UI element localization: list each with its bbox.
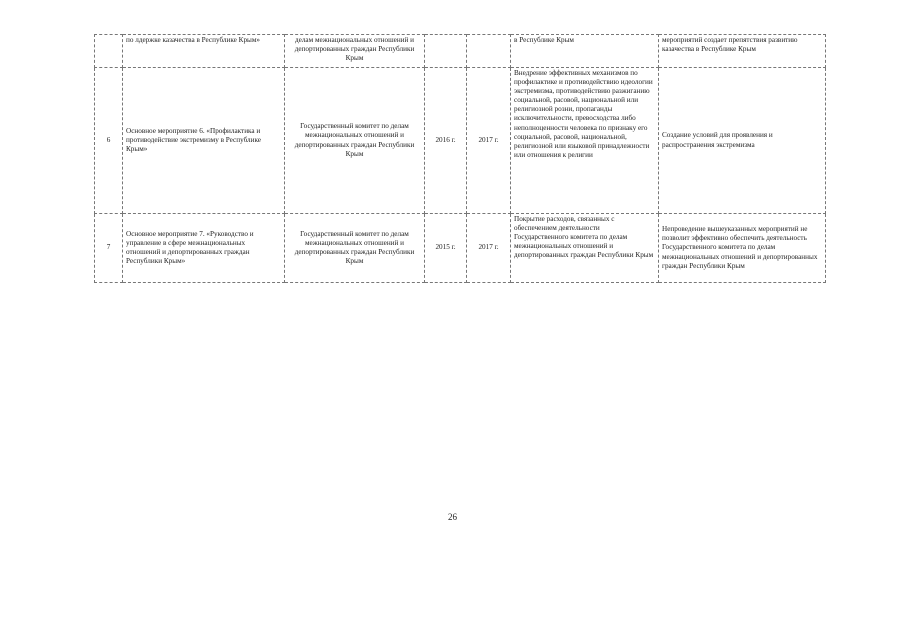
measure-name-cell: по лдержке казачества в Республике Крым»	[123, 35, 285, 68]
table-row	[95, 214, 826, 283]
number-cell	[95, 35, 123, 68]
number-cell: 7	[95, 214, 123, 283]
table-row-continuation	[95, 35, 826, 68]
expected-result-cell: в Республике Крым	[511, 35, 659, 68]
page-number: 26	[448, 512, 457, 522]
start-year-cell: 2016 г.	[425, 68, 467, 214]
start-year-cell	[425, 35, 467, 68]
number-cell: 6	[95, 68, 123, 214]
expected-result-cell: Покрытие расходов, связанных с обеспечением деятельности Государственного комитета по делам межнациональных отношений и депортированных граждан Республики Крым	[511, 214, 659, 283]
end-year-cell: 2017 г.	[467, 68, 511, 214]
executor-cell: Государственный комитет по делам межнациональных отношений и депортированных граждан Республики Крым	[285, 68, 425, 214]
executor-cell: Государственный комитет по делам межнациональных отношений и депортированных граждан Республики Крым	[285, 214, 425, 283]
expected-result-cell: Внедрение эффективных механизмов по профилактике и противодействию идеологии экстремизма, противодействию разжиганию социальной, расовой, национальной или религиозной розни, пропаганды исключительности, превосходства либо неполноценности человека по признаку его социальной, расовой, национальной, религиозной или языковой принадлежности или отношения к религии	[511, 68, 659, 214]
consequence-cell: мероприятий создает препятствия развитию казачества в Республике Крым	[659, 35, 826, 68]
end-year-cell	[467, 35, 511, 68]
consequence-cell: Создание условий для проявления и распространения экстремизма	[659, 68, 826, 214]
executor-cell: делам межнациональных отношений и депортированных граждан Республики Крым	[285, 35, 425, 68]
measure-name-cell: Основное мероприятие 7. «Руководство и управление в сфере межнациональных отношений и депортированных граждан Республики Крым»	[123, 214, 285, 283]
measures-table	[94, 34, 826, 283]
measure-name-cell: Основное мероприятие 6. «Профилактика и противодействие экстремизму в Республике Крым»	[123, 68, 285, 214]
start-year-cell: 2015 г.	[425, 214, 467, 283]
consequence-cell: Непроведение вышеуказанных мероприятий не позволит эффективно обеспечить деятельность Государственного комитета по делам межнациональных отношений и депортированных граждан Республики Крым	[659, 214, 826, 283]
table-row	[95, 68, 826, 214]
end-year-cell: 2017 г.	[467, 214, 511, 283]
